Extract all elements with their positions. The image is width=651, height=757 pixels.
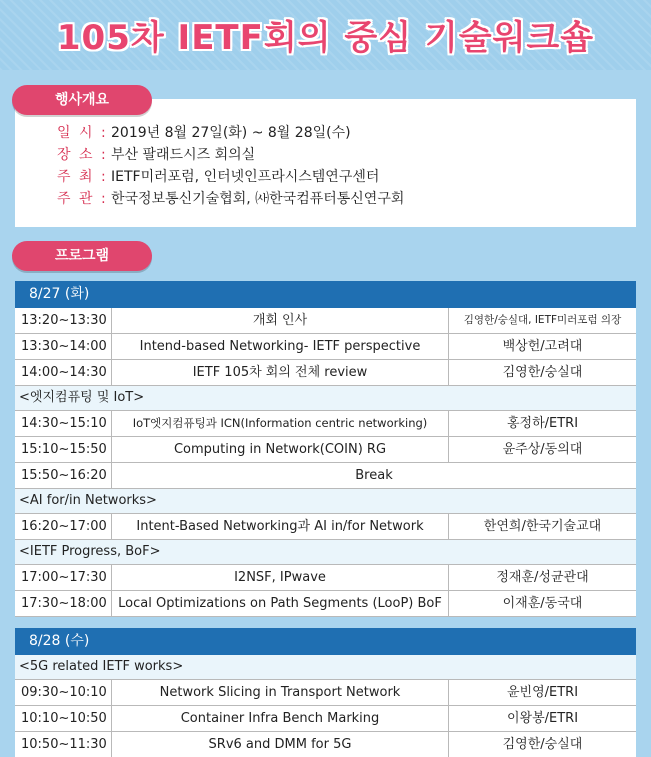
time-cell: 13:20~13:30 xyxy=(21,313,107,328)
time-cell: 15:50~16:20 xyxy=(21,468,107,483)
time-cell: 10:10~10:50 xyxy=(21,711,107,726)
info-key: 주 관 : xyxy=(57,191,108,207)
speaker-cell: 한연희/한국기술교대 xyxy=(483,519,602,534)
speaker-cell: 윤빈영/ETRI xyxy=(506,685,579,700)
speaker-cell: 김영한/숭실대 xyxy=(502,365,583,380)
section-ai-networks: <AI for/in Networks> xyxy=(15,489,636,514)
time-cell: 10:50~11:30 xyxy=(21,737,107,752)
poster-title: 105차 IETF회의 중심 기술워크숍 xyxy=(56,18,595,58)
section-ietf-progress: <IETF Progress, BoF> xyxy=(15,540,636,565)
info-value: 부산 팔래드시즈 회의실 xyxy=(111,147,256,163)
speaker-cell: 윤주상/동의대 xyxy=(502,442,583,457)
title-cell: 개회 인사 xyxy=(111,308,449,333)
info-key: 장 소 : xyxy=(57,147,108,163)
section-edge-computing: <엣지컴퓨팅 및 IoT> xyxy=(15,386,636,411)
table-row xyxy=(15,732,636,757)
time-cell: 13:30~14:00 xyxy=(21,339,107,354)
speaker-cell: 이왕봉/ETRI xyxy=(506,711,579,726)
speaker-cell: 김영한/숭실대, IETF미러포럼 의장 xyxy=(463,314,622,326)
table-row xyxy=(15,334,636,360)
program-label: 프로그램 xyxy=(12,241,152,271)
title-cell: Network Slicing in Transport Network xyxy=(111,680,449,705)
info-value: IETF미러포럼, 인터넷인프라시스템연구센터 xyxy=(111,169,380,185)
time-cell: 17:00~17:30 xyxy=(21,570,107,585)
table-row xyxy=(15,308,636,334)
speaker-cell: 이재훈/동국대 xyxy=(502,596,583,611)
table-row xyxy=(15,411,636,437)
title-cell: Local Optimizations on Path Segments (LooP) BoF xyxy=(111,591,449,616)
speaker-cell: 김영한/숭실대 xyxy=(502,737,583,752)
time-cell: 14:00~14:30 xyxy=(21,365,107,380)
speaker-cell: 홍정하/ETRI xyxy=(506,416,579,431)
title-cell: Intend-based Networking- IETF perspective xyxy=(111,334,449,359)
section-5g: <5G related IETF works> xyxy=(15,655,636,680)
title-cell: I2NSF, IPwave xyxy=(111,565,449,590)
info-key: 일 시 : xyxy=(57,125,108,141)
time-cell: 16:20~17:00 xyxy=(21,519,107,534)
info-row-host xyxy=(57,167,379,187)
table-row xyxy=(15,565,636,591)
event-overview-box xyxy=(15,99,636,227)
info-value: 2019년 8월 27일(화) ~ 8월 28일(수) xyxy=(111,125,351,141)
speaker-cell: 정재훈/성균관대 xyxy=(496,570,589,585)
time-cell: 15:10~15:50 xyxy=(21,442,107,457)
info-key: 주 최 : xyxy=(57,169,108,185)
table-row xyxy=(15,680,636,706)
title-cell: IETF 105차 회의 전체 review xyxy=(111,360,449,385)
table-row xyxy=(15,591,636,617)
info-row-venue xyxy=(57,145,255,165)
time-cell: 14:30~15:10 xyxy=(21,416,107,431)
table-row xyxy=(15,514,636,540)
info-value: 한국정보통신기술협회, ㈔한국컴퓨터통신연구회 xyxy=(111,191,405,207)
table-row-break xyxy=(15,463,636,489)
title-cell: Computing in Network(COIN) RG xyxy=(111,437,449,462)
day2-header: 8/28 (수) xyxy=(15,628,636,655)
event-overview-label: 행사개요 xyxy=(12,85,152,115)
break-cell: Break xyxy=(111,463,636,488)
table-row xyxy=(15,706,636,732)
info-row-date xyxy=(57,123,351,143)
table-row xyxy=(15,360,636,386)
title-cell: SRv6 and DMM for 5G xyxy=(111,732,449,757)
title-cell: Container Infra Bench Marking xyxy=(111,706,449,731)
title-cell: IoT엣지컴퓨팅과 ICN(Information centric networking) xyxy=(111,411,449,436)
speaker-cell: 백상헌/고려대 xyxy=(502,339,583,354)
time-cell: 17:30~18:00 xyxy=(21,596,107,611)
title-cell: Intent-Based Networking과 AI in/for Network xyxy=(111,514,449,539)
day1-header: 8/27 (화) xyxy=(15,281,636,308)
table-row xyxy=(15,437,636,463)
time-cell: 09:30~10:10 xyxy=(21,685,107,700)
info-row-organizer xyxy=(57,189,404,209)
